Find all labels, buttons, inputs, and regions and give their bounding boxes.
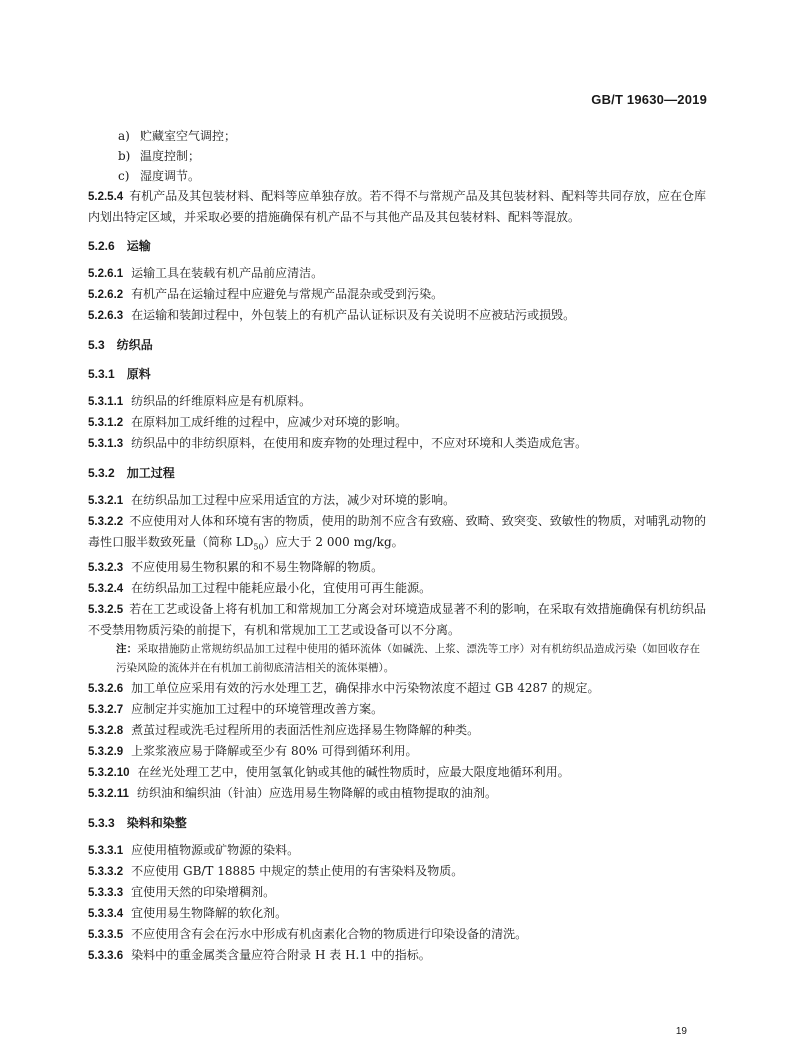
clause-item (88, 741, 706, 762)
section-heading-5-3-3 (88, 813, 706, 833)
clause-item (88, 945, 706, 966)
clause-text: 宜使用易生物降解的软化剂。 (131, 906, 288, 921)
list-item (88, 146, 706, 166)
clause-item (88, 263, 706, 284)
heading-title: 加工过程 (126, 466, 175, 480)
clause-number: 5.3.2.9 (88, 746, 124, 759)
clause-text: 不应使用易生物积累的和不易生物降解的物质。 (131, 560, 384, 575)
clause-item (88, 391, 706, 412)
clause-item (88, 578, 706, 599)
clause-item (88, 284, 706, 305)
clause-number: 5.3.2.2 (88, 516, 124, 528)
clause-item (88, 840, 706, 861)
clause-item (88, 433, 706, 454)
clause-text: 不应使用 GB/T 18885 中规定的禁止使用的有害染料及物质。 (131, 864, 464, 879)
note-label: 注： (116, 643, 138, 656)
page-content (88, 126, 706, 966)
clause-number: 5.3.2.10 (88, 767, 130, 780)
heading-number: 5.2.6 (88, 239, 115, 253)
clause-item (88, 412, 706, 433)
clause-number: 5.2.5.4 (88, 191, 124, 203)
clause-number: 5.3.1.1 (88, 396, 124, 408)
list-item-label: c) (118, 169, 130, 183)
clause-number: 5.2.6.1 (88, 268, 124, 280)
clause-item (88, 557, 706, 578)
clause-number: 5.3.3.5 (88, 929, 124, 942)
clause-item (88, 783, 706, 804)
clause-text: 在纺织品加工过程中能耗应最小化，宜使用可再生能源。 (131, 581, 432, 596)
list-item-text: 湿度调节。 (140, 169, 201, 183)
clause-item (88, 924, 706, 945)
clause-5-2-5-4 (88, 186, 706, 227)
clause-number: 5.3.3.1 (88, 845, 124, 858)
clause-text: 染料中的重金属类含量应符合附录 H 表 H.1 中的指标。 (131, 948, 431, 963)
clause-number: 5.3.3.4 (88, 908, 124, 921)
clause-number: 5.3.3.2 (88, 866, 124, 879)
heading-number: 5.3.2 (88, 466, 115, 480)
clause-item (88, 720, 706, 741)
clause-text: 在丝光处理工艺中，使用氢氧化钠或其他的碱性物质时，应最大限度地循环利用。 (137, 765, 570, 780)
heading-title: 原料 (126, 367, 151, 381)
note-text: 采取措施防止常规纺织品加工过程中使用的循环流体（如碱洗、上浆、漂洗等工序）对有机纺织品造成污染（如回收存在污染风险的流体并在有机加工前彻底清洁相关的流体渠槽）。 (116, 643, 701, 675)
clause-text-continued: ）应大于 2 000 mg/kg。 (263, 535, 404, 549)
clause-number: 5.3.3.3 (88, 887, 124, 900)
clause-number: 5.3.2.8 (88, 725, 124, 738)
clause-number: 5.3.2.3 (88, 562, 124, 575)
clause-item (88, 861, 706, 882)
clause-number: 5.3.2.4 (88, 583, 124, 596)
list-item (88, 126, 706, 146)
clause-text: 纺织品的纤维原料应是有机原料。 (131, 394, 312, 408)
heading-number: 5.3.3 (88, 816, 115, 831)
clause-text: 上浆浆液应易于降解或至少有 80% 可得到循环利用。 (131, 744, 418, 759)
clause-number: 5.3.2.1 (88, 495, 124, 507)
clause-number: 5.3.1.2 (88, 417, 124, 429)
clause-item (88, 490, 706, 511)
section-heading-5-3 (88, 335, 706, 355)
clause-text: 应制定并实施加工过程中的环境管理改善方案。 (131, 702, 384, 717)
section-heading-5-3-2 (88, 463, 706, 483)
clause-number: 5.3.2.6 (88, 683, 124, 696)
list-item-text: 贮藏室空气调控； (140, 129, 237, 143)
clause-text: 宜使用天然的印染增稠剂。 (131, 885, 276, 900)
clause-item (88, 903, 706, 924)
page-number: 19 (675, 1026, 687, 1037)
section-heading-5-3-1 (88, 364, 706, 384)
section-heading-5-2-6 (88, 236, 706, 256)
list-item-label: b) (118, 149, 131, 163)
standard-code-header: GB/T 19630—2019 (591, 92, 707, 107)
heading-title: 纺织品 (116, 338, 153, 352)
list-item-text: 温度控制； (140, 149, 201, 163)
clause-item (88, 762, 706, 783)
clause-text: 有机产品在运输过程中应避免与常规产品混杂或受到污染。 (131, 287, 444, 301)
clause-text: 应使用植物源或矿物源的染料。 (131, 843, 300, 858)
note-5-3-2-5 (88, 640, 706, 678)
clause-number: 5.3.1.3 (88, 438, 124, 450)
clause-text: 纺织油和编织油（针油）应选用易生物降解的或由植物提取的油剂。 (136, 786, 497, 801)
list-item (88, 166, 706, 186)
clause-text: 不应使用含有会在污水中形成有机卤素化合物的物质进行印染设备的清洗。 (131, 927, 528, 942)
clause-number: 5.2.6.3 (88, 310, 124, 322)
list-item-label: a) (118, 129, 130, 143)
clause-5-3-2-5 (88, 599, 706, 640)
heading-number: 5.3.1 (88, 367, 115, 381)
ld-subscript: 50 (253, 542, 264, 552)
heading-number: 5.3 (88, 338, 105, 352)
clause-number: 5.3.2.7 (88, 704, 124, 717)
clause-text: 在原料加工成纤维的过程中，应减少对环境的影响。 (131, 415, 408, 429)
heading-title: 运输 (126, 239, 151, 253)
clause-item (88, 699, 706, 720)
clause-item (88, 678, 706, 699)
clause-5-3-2-2 (88, 511, 706, 557)
clause-number: 5.2.6.2 (88, 289, 124, 301)
clause-item (88, 882, 706, 903)
clause-item (88, 305, 706, 326)
clause-text: 煮茧过程或洗毛过程所用的表面活性剂应选择易生物降解的种类。 (131, 723, 480, 738)
clause-number: 5.3.2.11 (88, 788, 129, 801)
heading-title: 染料和染整 (126, 816, 187, 831)
clause-text: 纺织品中的非纺织原料，在使用和废弃物的处理过程中，不应对环境和人类造成危害。 (131, 436, 588, 450)
clause-text: 若在工艺或设备上将有机加工和常规加工分离会对环境造成显著不利的影响，在采取有效措施确保有机纺织品不受禁用物质污染的前提下，有机和常规加工工艺或设备可以不分离。 (88, 602, 706, 638)
clause-number: 5.3.2.5 (88, 604, 124, 617)
clause-text: 在纺织品加工过程中应采用适宜的方法，减少对环境的影响。 (131, 493, 456, 507)
clause-text: 有机产品及其包装材料、配料等应单独存放。若不得不与常规产品及其包装材料、配料等共同存放，应在仓库内划出特定区域，并采取必要的措施确保有机产品不与其他产品及其包装材料、配料等混放。 (88, 189, 706, 224)
clause-text: 加工单位应采用有效的污水处理工艺，确保排水中污染物浓度不超过 GB 4287 的规定。 (131, 681, 600, 696)
clause-text: 运输工具在装载有机产品前应清洁。 (131, 266, 324, 280)
clause-text: 不应使用对人体和环境有害的物质，使用的助剂不应含有致癌、致畸、致突变、致敏性的物质，对哺乳动物的毒性口服半数致死量（简称 LD (88, 514, 706, 549)
clause-text: 在运输和装卸过程中，外包装上的有机产品认证标识及有关说明不应被玷污或损毁。 (131, 308, 576, 322)
clause-number: 5.3.3.6 (88, 950, 124, 963)
